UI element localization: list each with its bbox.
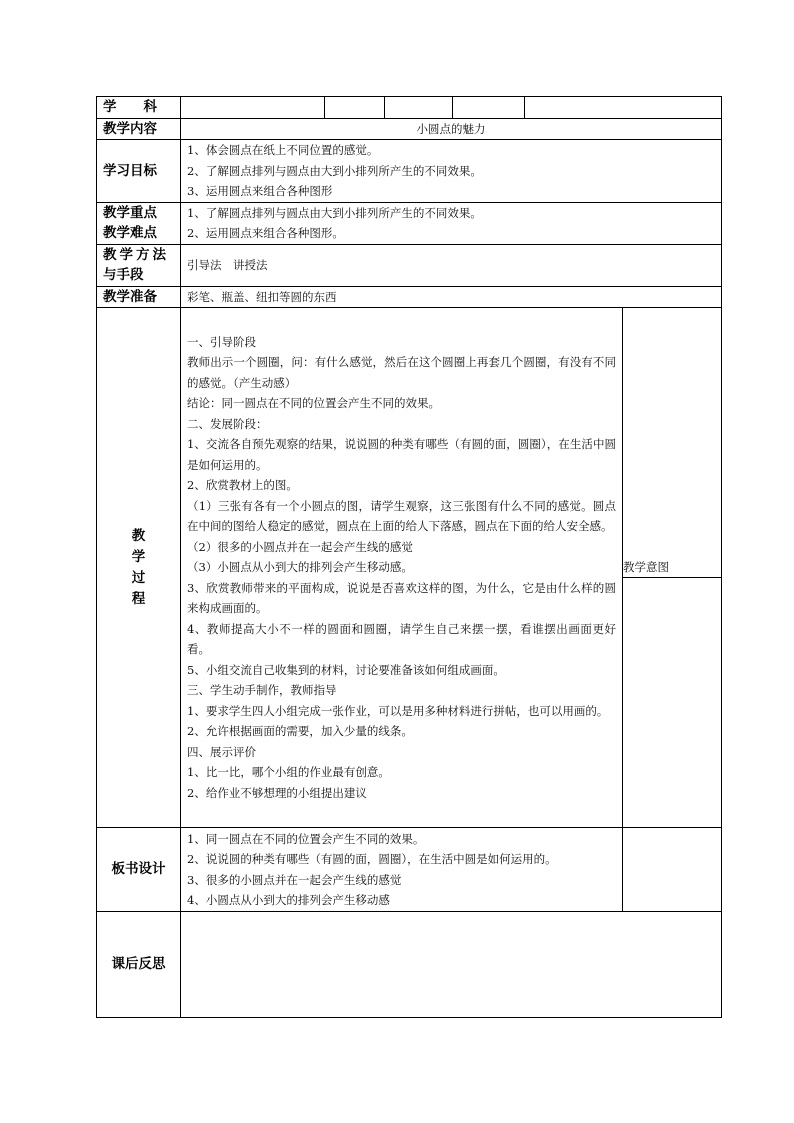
process-intent-column [623,308,722,828]
subject-cell-4[interactable] [453,97,525,119]
process-label [97,308,181,828]
process-line: 教师出示一个圆圈，问：有什么感觉，然后在这个圆圈上再套几个圆圈，有没有不同的感觉。（产生动感） [187,355,616,390]
methods-row [97,244,722,286]
process-line: 三、学生动手制作，教师指导 [187,683,337,698]
process-line: 一、引导阶段 [187,334,256,349]
subject-label: 学 科 [97,97,181,119]
methods-label [97,244,181,286]
key-points-list [181,202,722,244]
methods-text: 引导法 讲授法 [181,244,722,286]
reflection-row [97,912,722,1018]
board-item: 3、很多的小圆点并在一起会产生线的感觉 [187,872,402,887]
subject-row [97,97,722,119]
process-line: 3、欣赏教师带来的平面构成，说说是否喜欢这样的图，为什么，它是由什么样的圆来构成画面的。 [187,580,616,616]
goals-list [181,140,722,203]
goals-row [97,140,722,203]
process-line: 2、允许根据画面的需要，加入少量的线条。 [187,724,413,739]
process-line: （1）三张有各有一个小圆点的图，请学生观察，这三张图有什么不同的感觉。圆点在中间的图给人稳定的感觉，圆点在上面的给人下落感，圆点在下面的给人安全感。 [187,498,616,534]
process-label-char: 过 [131,569,146,586]
process-label-char: 学 [131,548,146,565]
process-line: 5、小组交流自己收集到的材料，讨论要准备该如何组成画面。 [187,662,505,677]
content-label: 教学内容 [97,118,181,140]
process-line: （3）小圆点从小到大的排列会产生移动感。 [187,560,413,575]
process-line: 二、发展阶段： [187,416,268,431]
lesson-title: 小圆点的魅力 [181,118,722,140]
methods-label-1: 教学方法 [103,246,169,263]
subject-cell-3[interactable] [385,97,453,119]
intent-header: 教学意图 [623,557,721,578]
prep-label: 教学准备 [97,286,181,308]
subject-value-cell[interactable] [181,97,325,119]
subject-cell-5[interactable] [525,97,722,119]
key-point-item: 2、运用圆点来组合各种图形。 [187,226,344,240]
process-line: 1、要求学生四人小组完成一张作业，可以是用多种材料进行拼帖，也可以用画的。 [187,703,609,718]
prep-text: 彩笔、瓶盖、纽扣等圆的东西 [181,286,722,308]
subject-cell-2[interactable] [325,97,385,119]
content-row [97,118,722,140]
process-line: 1、交流各自预先观察的结果，说说圆的种类有哪些（有圆的面，圆圈），在生活中圆是如何运用的。 [187,437,616,472]
lesson-plan-table [96,96,722,1018]
board-intent-cell [623,828,722,912]
process-label-char: 程 [131,590,146,607]
key-points-row [97,202,722,244]
prep-row [97,286,722,308]
key-points-label-1: 教学重点 [103,204,157,221]
process-line: （2）很多的小圆点并在一起会产生线的感觉 [187,539,413,554]
process-line: 结论：同一圆点在不同的位置会产生不同的效果。 [187,396,440,411]
process-line: 2、欣赏教材上的图。 [187,478,298,493]
board-item: 2、说说圆的种类有哪些（有圆的面，圆圈），在生活中圆是如何运用的。 [187,852,557,866]
process-row [97,308,722,828]
goals-label: 学习目标 [97,140,181,203]
process-line: 1、比一比，哪个小组的作业最有创意。 [187,765,390,780]
process-line: 2、给作业不够想理的小组提出建议 [187,785,367,800]
board-item: 4、小圆点从小到大的排列会产生移动感 [187,893,390,907]
key-point-item: 1、了解圆点排列与圆点由大到小排列所产生的不同效果。 [187,205,482,220]
methods-label-2: 与手段 [103,267,144,283]
goal-item: 1、体会圆点在纸上不同位置的感觉。 [187,143,379,157]
process-line: 四、展示评价 [187,744,256,759]
process-label-char: 教 [131,527,146,544]
board-list [181,828,623,912]
goal-item: 2、了解圆点排列与圆点由大到小排列所产生的不同效果。 [187,163,482,178]
process-content [181,308,623,828]
reflection-content[interactable] [181,912,722,1018]
reflection-label: 课后反思 [97,912,181,1018]
lesson-plan-sheet [96,96,721,1018]
goal-item: 3、运用圆点来组合各种图形 [187,184,333,198]
board-row [97,828,722,912]
key-points-label [97,202,181,244]
process-line: 4、教师提高大小不一样的圆面和圆圈，请学生自己来摆一摆，看谁摆出画面更好看。 [187,621,616,657]
board-item: 1、同一圆点在不同的位置会产生不同的效果。 [187,831,425,846]
key-points-label-2: 教学难点 [103,225,157,241]
board-label: 板书设计 [97,828,181,912]
